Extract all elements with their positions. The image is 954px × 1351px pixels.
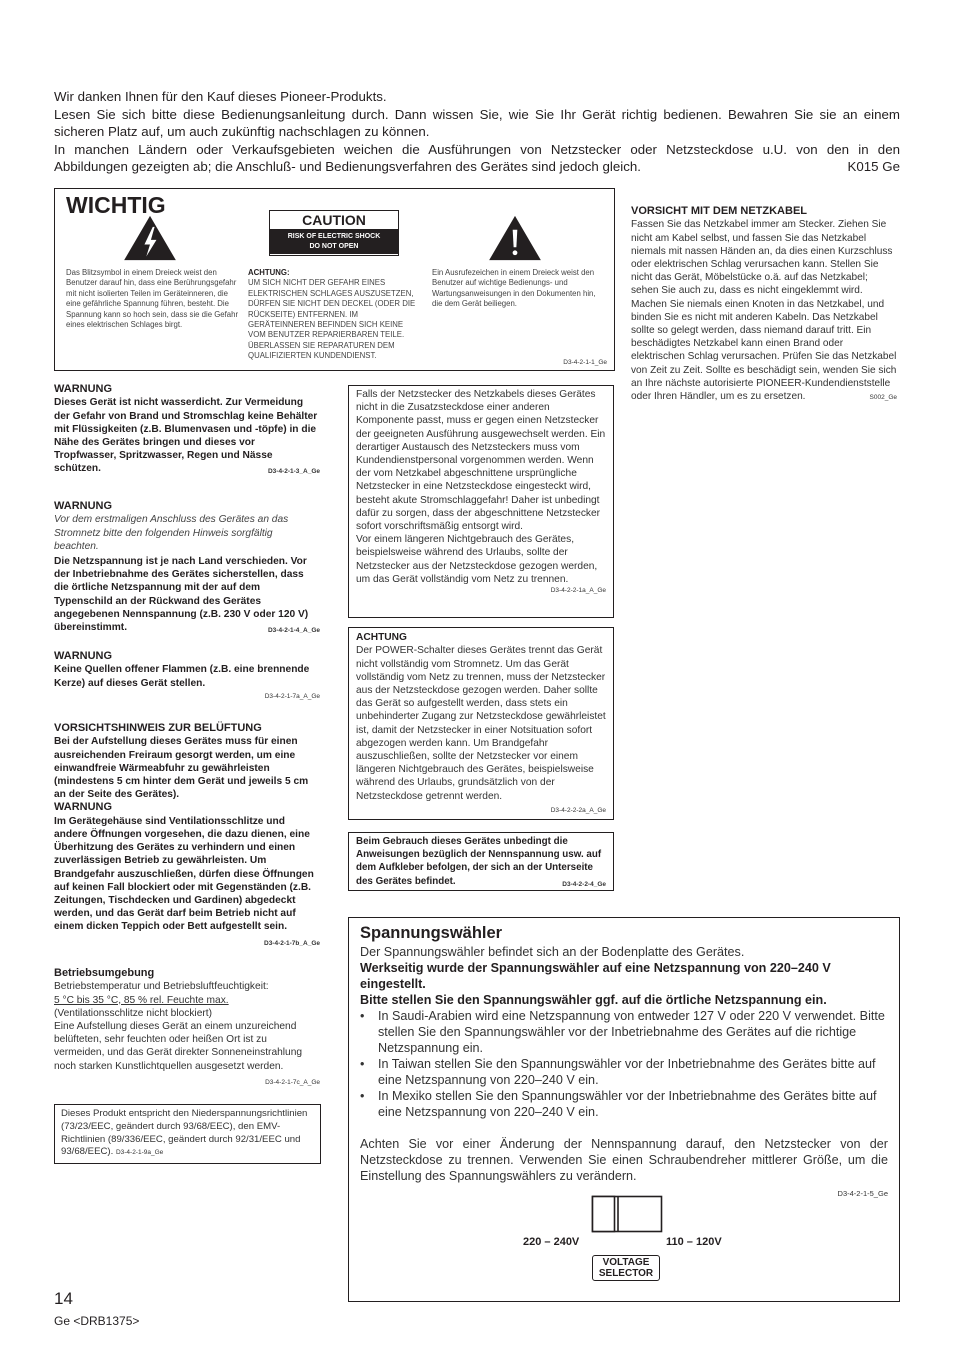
- voltage-selector-bullet: • In Mexiko stellen Sie den Spannungswähler vor der Inbetriebnahme des Gerätes bitte auf eine Netzspannung von 220–240 V ein.: [378, 1088, 888, 1120]
- power-switch-text: Der POWER-Schalter dieses Gerätes trennt das Gerät nicht vollständig vom Stromnetz. Um das Gerät vollständig vom Netz zu trennen, muss der Netzstecker aus der Netzsteckdose gezogen werden. Daher sollte das Gerät so aufgestellt werden, dass stets ein unbehinderter Zugang zur Netzsteckdose gewährleistet ist, damit der Netzstecker in einer Notsituation sofort abgezogen werden kann. Um Brandgefahr auszuschließen, sollte der Netzstecker vor einem längeren Nichtgebrauch des Gerätes, beispielsweise während des Urlaubs, grundsätzlich von der Netzsteckdose getrennt werden.: [356, 645, 606, 802]
- voltage-selector-bullets: [360, 1008, 888, 1120]
- caution-sub-2: DO NOT OPEN: [309, 242, 359, 250]
- caution-band: [270, 229, 398, 254]
- plug-replacement-text-2: Vor einem längeren Nichtgebrauch des Gerätes, beispielsweise während des Urlaubs, sollte der Netzstecker aus der Netzsteckdose gezogen werden, um das Gerät vollständig vom Netz zu trennen.: [356, 534, 598, 585]
- eu-conformity-body: Dieses Produkt entspricht den Niederspannungsrichtlinien (73/23/EEC, geändert durch 93/68/EEC), den EMV-Richtlinien (89/336/EEC, geändert durch 92/31/EEC und 93/68/EEC).: [61, 1108, 308, 1158]
- voltage-selector-badge: [592, 1255, 660, 1281]
- voltage-badge-line-1: VOLTAGE: [602, 1257, 650, 1268]
- plug-replacement-text-1: Falls der Netzstecker des Netzkabels dieses Gerätes nicht in die Zusatzsteckdose einer anderen Komponente passt, muss er gegen einen Netzstecker der geeigneten Ausführung ausgewechselt werden. Ein derartiger Austausch des Netzsteckers muss vom Kundendienstpersonal vorgenommen werden. Wenn der vom Netzkabel abgeschnittene ursprüngliche Netzstecker in eine Netzsteckdose eingesteckt wird, besteht akute Stromschlaggefahr! Daher ist unbedingt dafür zu sorgen, dass der abgeschnittene Netzstecker sofort vorschriftsmäßig entsorgt wird.: [356, 389, 606, 533]
- ventilation-warning-text: [54, 815, 320, 947]
- page-number: 14: [54, 1289, 73, 1308]
- environment-heading: Betriebsumgebung: [54, 967, 155, 979]
- plug-replacement-box: [348, 385, 614, 618]
- voltage-selector-bold-2: Bitte stellen Sie den Spannungswähler ggf. auf die örtliche Netzspannung ein.: [360, 993, 827, 1007]
- environment-section: [54, 967, 320, 1089]
- voltage-label-left: 220 – 240V: [523, 1236, 580, 1248]
- caution-sub-1: RISK OF ELECTRIC SHOCK: [287, 233, 381, 240]
- intro-line-3b: [54, 158, 900, 176]
- plug-replacement-code: D3-4-2-2-1a_A_Ge: [550, 587, 606, 595]
- warnung-2-italic: Vor dem erstmaligen Anschluss des Gerätes an das Stromnetz bitte den folgenden Hinweis sorgfältig beachten.: [54, 514, 289, 552]
- intro-code: K015 Ge: [847, 159, 900, 175]
- warnung-1-text: [54, 396, 320, 475]
- intro-line-2b: sicheren Platz auf, um auch zukünftig nachschlagen zu können.: [54, 124, 430, 140]
- voltage-selector-title: Spannungswähler: [360, 924, 503, 942]
- caution-explanation: [248, 268, 422, 362]
- power-switch-box: [348, 627, 614, 820]
- environment-line-3: (Ventilationsschlitze nicht blockiert): [54, 1007, 212, 1019]
- warnung-2: [54, 500, 320, 637]
- voltage-selector-bold-1: Werkseitig wurde der Spannungswähler auf eine Netzspannung von 220–240 V eingestellt.: [360, 961, 831, 991]
- lightning-triangle-icon: [122, 214, 178, 262]
- environment-line-2: 5 °C bis 35 °C, 85 % rel. Feuchte max.: [54, 994, 229, 1006]
- eu-conformity-text: [61, 1108, 314, 1160]
- environment-line-1: Betriebstemperatur und Betriebsluftfeuchtigkeit:: [54, 981, 269, 993]
- wichtig-title: WICHTIG: [66, 192, 166, 218]
- voltage-selector-line-1: Der Spannungswähler befindet sich an der Bodenplatte des Gerätes.: [360, 945, 745, 959]
- wichtig-box: [54, 188, 615, 371]
- environment-body: Eine Aufstellung dieses Gerät an einem unzureichend belüfteten, sehr feuchten oder heißen Ort ist zu vermeiden, und das Gerät direkter Sonneneinstrahlung noch starken Kunstlichtquellen ausgesetzt werden.: [54, 1021, 303, 1072]
- warnung-2-code: D3-4-2-1-4_A_Ge: [267, 627, 320, 635]
- caution-explanation-text: UM SICH NICHT DER GEFAHR EINES ELEKTRISCHEN SCHLAGES AUSZUSETZEN, DÜRFEN SIE NICHT DEN DECKEL (ODER DIE RÜCKSEITE) ENTFERNEN. IM GERÄTEINNEREN BEFINDEN SICH KEINE VOM BENUTZER REPARIERBAREN TEILE. ÜBERLASSEN SIE REPARATUREN DEM QUALIFIZIERTEN KUNDENDIENST.: [248, 278, 416, 361]
- eu-conformity-code: D3-4-2-1-9a_Ge: [115, 1149, 164, 1157]
- nennspannung-text: [356, 835, 606, 888]
- warnung-3-heading: WARNUNG: [54, 650, 113, 662]
- voltage-selector-content: [360, 923, 888, 1184]
- warnung-1-code: D3-4-2-1-3_A_Ge: [267, 468, 320, 476]
- ventilation-warning-body: Im Gerätegehäuse sind Ventilationsschlitze und andere Öffnungen vorgesehen, die dazu dienen, eine Überhitzung des Gerätes zu verhindern und einen zuverlässigen Betrieb zu gewährleisten. Um Brandgefahr auszuschließen, dürfen diese Öffnungen auf keinen Fall blockiert oder mit Gegenständen (z.B. Zeitungen, Tischdecken und Gardinen) abgedeckt werden, und das Gerät darf beim Betrieb nicht auf einem dicken Teppich oder Bett aufgestellt sein.: [54, 815, 314, 933]
- intro-line-1: Wir danken Ihnen für den Kauf dieses Pioneer-Produkts.: [54, 89, 387, 104]
- warnung-2-text: [54, 555, 320, 634]
- voltage-badge-line-2: SELECTOR: [598, 1268, 654, 1279]
- exclamation-triangle-icon: [487, 214, 543, 262]
- voltage-selector-code: D3-4-2-1-5_Ge: [837, 1189, 888, 1198]
- nennspannung-body: Beim Gebrauch dieses Gerätes unbedingt die Anweisungen bezüglich der Nennspannung usw. auf dem Aufkleber befolgen, der sich an der Unterseite des Gerätes befindet.: [356, 836, 602, 887]
- caution-label: [269, 210, 399, 256]
- exclamation-explanation: Ein Ausrufezeichen in einem Dreieck weist den Benutzer auf wichtige Bedienungs- und Wartungsanweisungen in den Dokumenten hin, die dem Gerät beiliegen.: [432, 268, 596, 309]
- environment-code: D3-4-2-1-7c_A_Ge: [265, 1078, 320, 1086]
- caution-explanation-head: ACHTUNG:: [248, 268, 290, 277]
- warnung-1: [54, 383, 320, 479]
- voltage-selector-note: Achten Sie vor einer Änderung der Nennspannung darauf, den Netzstecker von der Netzsteckdose zu trennen. Verwenden Sie einen Schraubendreher mittlerer Größe, um die Einstellung des Spannungswählers zu verändern.: [360, 1137, 888, 1183]
- intro-section: [54, 88, 900, 176]
- intro-line-3b-text: Abbildungen gezeigten ab; die Anschluß- und Bedienungsverfahren des Gerätes sind jedoch gleich.: [54, 159, 641, 175]
- nennspannung-code: D3-4-2-2-4_Ge: [562, 880, 606, 888]
- power-switch-code: D3-4-2-2-2a_A_Ge: [550, 806, 606, 814]
- netzkabel-text: Fassen Sie das Netzkabel immer am Stecker. Ziehen Sie nicht am Kabel selbst, und fassen Sie das Netzkabel niemals mit nassen Händen an, da dies einen Kurzschluss oder elektrischen Schlag verursachen kann. Stellen Sie nicht das Gerät, Möbelstücke o.ä. auf das Netzkabel; sehen Sie auch zu, dass es nicht eingeklemmt wird. Machen Sie niemals einen Knoten in das Netzkabel, und binden Sie es nicht mit anderen Kabeln. Das Netzkabel sollte so gelegt werden, dass niemand darauf tritt. Ein beschädigtes Netzkabel kann einen Brand oder elektrischen Schlag verursachen. Prüfen Sie das Netzkabel von Zeit zu Zeit. Sollte es beschädigt sein, wenden Sie sich an Ihre nächste autorisierte PIONEER-Kundendienststelle oder Ihren Händler, um es zu ersetzen.: [631, 219, 897, 403]
- voltage-selector-box: [348, 917, 900, 1302]
- voltage-selector-bullet: • In Taiwan stellen Sie den Spannungswähler vor der Inbetriebnahme des Gerätes bitte auf eine Netzspannung von 220–240 V ein.: [378, 1056, 888, 1088]
- ventilation-code: D3-4-2-1-7b_A_Ge: [264, 939, 320, 947]
- netzkabel-section: [631, 205, 897, 402]
- warnung-2-body: Die Netzspannung ist je nach Land verschieden. Vor der Inbetriebnahme des Gerätes sicherstellen, dass die örtliche Netzspannung mit der auf dem Typenschild an der Rückwand des Gerätes angegebenen Nennspannung (z.B. 230 V oder 120 V) übereinstimmt.: [54, 556, 309, 634]
- nennspannung-box: [348, 832, 614, 891]
- intro-line-3a: In manchen Ländern oder Verkaufsgebieten weichen die Ausführungen von Netzstecker oder Netzsteckdose u.U. von den in den: [54, 141, 900, 157]
- environment-text: [54, 1020, 320, 1086]
- voltage-label-right: 110 – 120V: [666, 1236, 722, 1248]
- voltage-selector-switch-diagram: [591, 1195, 663, 1233]
- warnung-1-body: Dieses Gerät ist nicht wasserdicht. Zur Vermeidung der Gefahr von Brand und Stromschlag keine Behälter mit Flüssigkeiten (z.B. Blumenvasen und -töpfe) in die Nähe des Gerätes bringen und dieses vor Tropfwasser, Spritzwasser, Regen und Nässe schützen.: [54, 397, 318, 475]
- voltage-selector-bullet: • In Saudi-Arabien wird eine Netzspannung von entweder 127 V oder 220 V verwendet. Bitte stellen Sie den Spannungswähler vor der Inbetriebnahme des Gerätes auf die richtige Netzspannung ein.: [378, 1008, 888, 1056]
- ventilation-text: Bei der Aufstellung dieses Gerätes muss für einen ausreichenden Freiraum gesorgt werden, um eine einwandfreie Wärmeabfuhr zu gewährleisten (mindestens 5 cm hinter dem Gerät und jeweils 5 cm an der Seite des Gerätes).: [54, 736, 309, 801]
- netzkabel-code: S002_Ge: [869, 394, 897, 402]
- power-switch-heading: ACHTUNG: [356, 632, 407, 643]
- ventilation-heading: VORSICHTSHINWEIS ZUR BELÜFTUNG: [54, 722, 262, 734]
- warnung-2-heading: WARNUNG: [54, 500, 113, 512]
- warnung-3: [54, 650, 320, 701]
- intro-line-2a: Lesen Sie sich bitte diese Bedienungsanleitung durch. Dann wissen Sie, wie Sie Ihr Gerät richtig bedienen. Bewahren Sie sie an einem: [54, 106, 900, 122]
- ventilation-section: [54, 722, 320, 950]
- netzkabel-heading: VORSICHT MIT DEM NETZKABEL: [631, 205, 807, 217]
- eu-conformity-box: [54, 1104, 321, 1164]
- warnung-1-heading: WARNUNG: [54, 383, 113, 395]
- caution-title: CAUTION: [302, 212, 366, 228]
- wichtig-code: D3-4-2-1-1_Ge: [563, 359, 607, 366]
- lightning-explanation: Das Blitzsymbol in einem Dreieck weist den Benutzer darauf hin, dass eine Berührungsgefahr mit nicht isolierten Teilen im Geräteinneren, die eine gefährliche Spannung führen, besteht. Die Spannung kann so hoch sein, dass sie die Gefahr eines elektrischen Schlages birgt.: [66, 268, 239, 330]
- warnung-3-text: Keine Quellen offener Flammen (z.B. eine brennende Kerze) auf dieses Gerät stellen.: [54, 664, 310, 689]
- warnung-3-code: D3-4-2-1-7a_A_Ge: [264, 692, 320, 700]
- footer-code: Ge <DRB1375>: [54, 1314, 140, 1328]
- ventilation-warning-heading: WARNUNG: [54, 801, 113, 814]
